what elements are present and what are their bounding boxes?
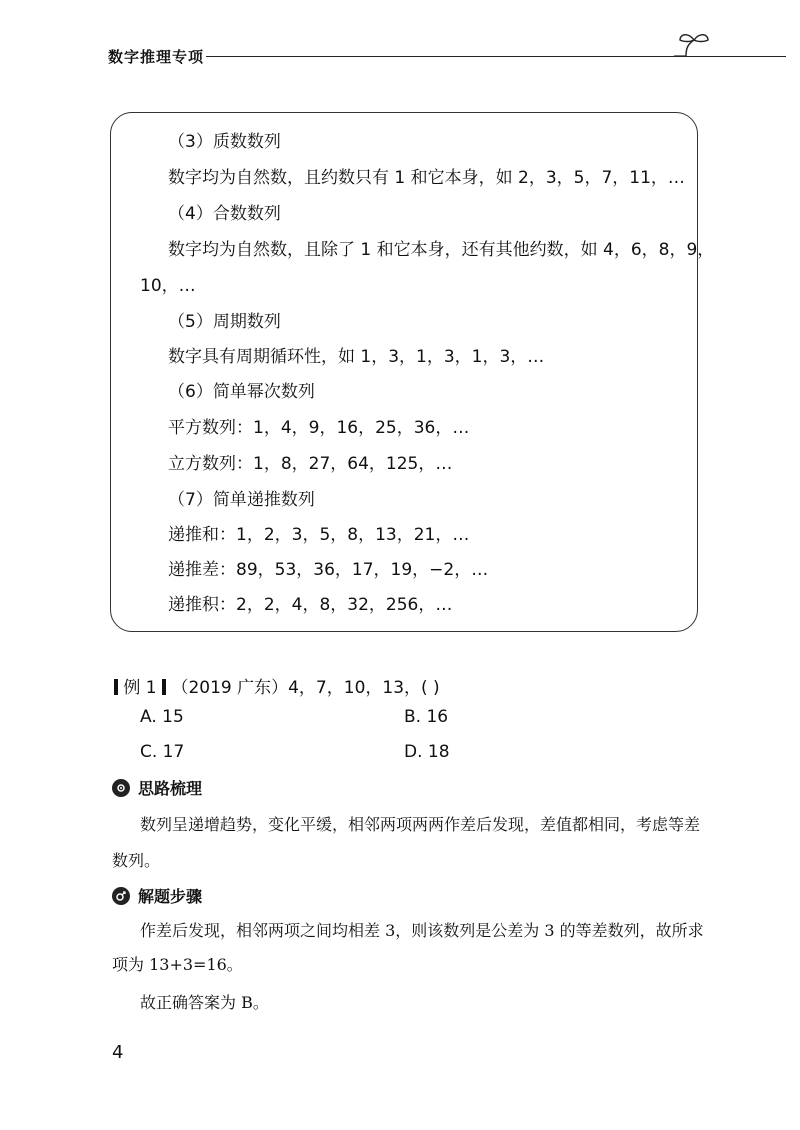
section-steps-title: 解题步骤 [138,887,203,906]
example-bar [114,679,118,695]
option-a: A. 15 [140,707,184,727]
gear-icon [112,779,130,797]
header-title: 数字推理专项 [108,48,205,66]
section-thinking-heading [112,776,202,799]
answer-text: 故正确答案为 B。 [140,993,269,1012]
box-line: （6）简单幂次数列 [168,382,315,402]
page-number: 4 [112,1042,124,1063]
page-header [96,42,716,72]
box-line: 10，… [140,276,196,296]
example-question [114,673,440,698]
box-line: 平方数列：1，4，9，16，25，36，… [168,418,470,438]
example-text: （2019 广东）4，7，10，13，( ) [171,678,440,698]
box-line: （3）质数数列 [168,132,281,152]
box-line: 递推差：89，53，36，17，19，−2，… [168,560,489,580]
box-line: （7）简单递推数列 [168,490,315,510]
steps-icon [112,887,130,905]
steps-text: 项为 13+3=16。 [112,955,243,974]
option-c: C. 17 [140,742,185,762]
box-line: 数字均为自然数，且除了 1 和它本身，还有其他约数，如 4，6，8，9， [168,240,715,260]
example-bar [162,679,166,695]
box-line: 数字具有周期循环性，如 1，3，1，3，1，3，… [168,347,545,367]
thinking-text: 数列。 [112,851,161,870]
box-line: 立方数列：1，8，27，64，125，… [168,454,453,474]
box-line: 递推和：1，2，3，5，8，13，21，… [168,525,470,545]
box-line: （5）周期数列 [168,312,281,332]
section-thinking-title: 思路梳理 [138,779,203,798]
example-label: 例 1 [123,678,157,698]
box-line: 数字均为自然数，且约数只有 1 和它本身，如 2，3，5，7，11，… [168,168,685,188]
thinking-text: 数列呈递增趋势，变化平缓，相邻两项两两作差后发现，差值都相同，考虑等差 [140,815,701,834]
summary-box [110,112,698,632]
section-steps-heading [112,884,202,907]
box-line: （4）合数数列 [168,204,281,224]
sprout-icon [674,28,714,62]
steps-text: 作差后发现，相邻两项之间均相差 3，则该数列是公差为 3 的等差数列，故所求 [140,921,704,940]
option-d: D. 18 [404,742,450,762]
box-line: 递推积：2，2，4，8，32，256，… [168,595,453,615]
option-b: B. 16 [404,707,449,727]
